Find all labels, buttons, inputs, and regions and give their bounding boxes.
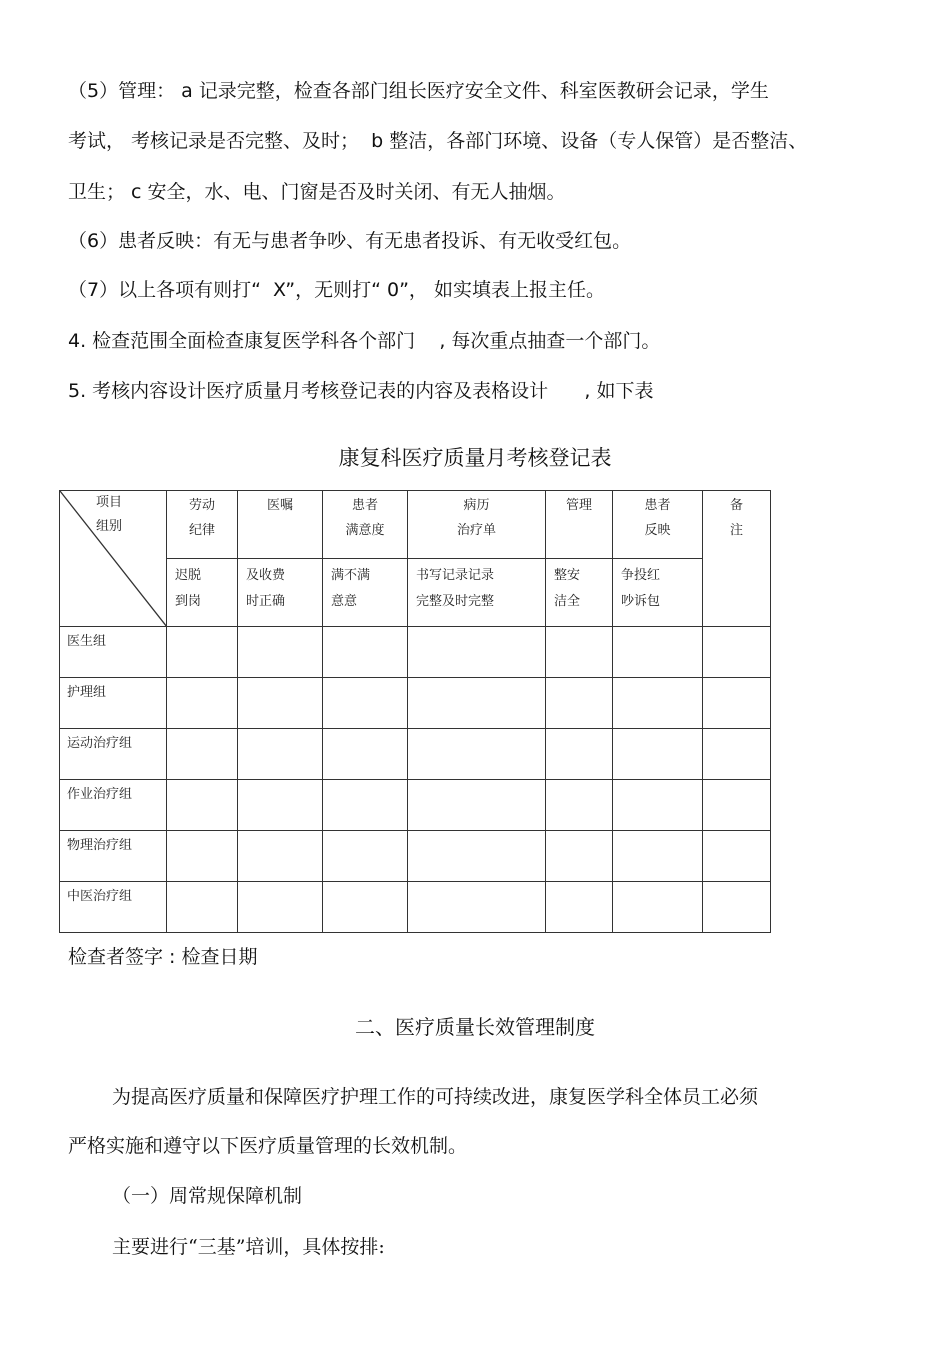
row-label-occupational-therapy: 作业治疗组	[60, 780, 167, 831]
row-label-doctors: 医生组	[60, 627, 167, 678]
header-management: 管理	[546, 491, 613, 559]
subheader-management: 整安 洁全	[546, 559, 613, 627]
header-patient-feedback: 患者 反映	[613, 491, 703, 559]
table-row	[60, 627, 771, 678]
corner-label-item: 项目	[96, 495, 123, 510]
paragraph-management-cont-2: 卫生； c 安全，水、电、门窗是否及时关闭、有无人抽烟。	[68, 181, 566, 203]
table-row	[60, 729, 771, 780]
table-row	[60, 678, 771, 729]
header-patient-satisfaction: 患者 满意度	[323, 491, 408, 559]
row-label-nursing: 护理组	[60, 678, 167, 729]
subsection-text: 主要进行“三基”培训，具体按排:	[112, 1236, 385, 1258]
paragraph-management-cont-1: 考试， 考核记录是否完整、及时； b 整洁，各部门环境、设备（专人保管）是否整洁、	[68, 130, 808, 152]
corner-header-cell	[60, 491, 167, 627]
signature-line: 检查者签字 : 检查日期	[68, 946, 258, 968]
row-label-tcm-therapy: 中医治疗组	[60, 882, 167, 933]
table-row	[60, 882, 771, 933]
subheader-medical-records: 书写记录记录 完整及时完整	[408, 559, 546, 627]
paragraph-marking-rule: （7）以上各项有则打“ X”，无则打“ 0”， 如实填表上报主任。	[68, 279, 605, 301]
corner-label-group: 组别	[96, 519, 123, 534]
header-medical-orders: 医嘱	[238, 491, 323, 559]
subsection-heading: （一）周常规保障机制	[112, 1185, 303, 1207]
table-row	[60, 831, 771, 882]
paragraph-patient-feedback: （6）患者反映：有无与患者争吵、有无患者投诉、有无收受红包。	[68, 230, 632, 252]
paragraph-inspection-scope: 4. 检查范围全面检查康复医学科各个部门 , 每次重点抽查一个部门。	[68, 330, 661, 352]
subheader-patient-feedback: 争投红 吵诉包	[613, 559, 703, 627]
table-row	[60, 780, 771, 831]
header-remarks: 备 注	[703, 491, 771, 627]
assessment-table	[59, 490, 771, 933]
intro-paragraph-1: 为提高医疗质量和保障医疗护理工作的可持续改进，康复医学科全体员工必须	[112, 1086, 759, 1108]
row-label-physical-therapy: 物理治疗组	[60, 831, 167, 882]
subheader-patient-satisfaction: 满不满 意意	[323, 559, 408, 627]
subheader-labor-discipline: 迟脱 到岗	[167, 559, 238, 627]
row-label-exercise-therapy: 运动治疗组	[60, 729, 167, 780]
table-title: 康复科医疗质量月考核登记表	[338, 446, 612, 470]
section-heading: 二、医疗质量长效管理制度	[355, 1015, 595, 1039]
paragraph-management: （5）管理： a 记录完整，检查各部门组长医疗安全文件、科室医教研会记录，学生	[68, 80, 769, 102]
header-labor-discipline: 劳动 纪律	[167, 491, 238, 559]
subheader-medical-orders: 及收费 时正确	[238, 559, 323, 627]
intro-paragraph-2: 严格实施和遵守以下医疗质量管理的长效机制。	[68, 1135, 468, 1157]
paragraph-assessment-design: 5. 考核内容设计医疗质量月考核登记表的内容及表格设计 , 如下表	[68, 380, 654, 402]
header-medical-records: 病历 治疗单	[408, 491, 546, 559]
